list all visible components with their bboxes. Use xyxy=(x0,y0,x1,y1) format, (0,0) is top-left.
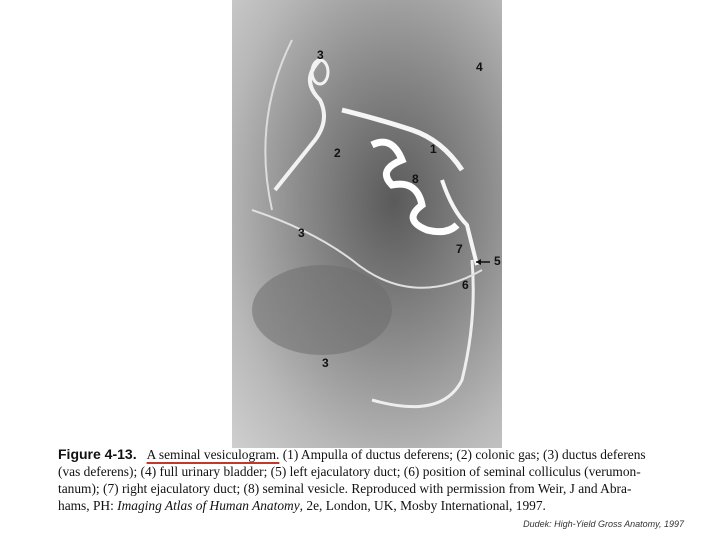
label-6: 6 xyxy=(462,278,469,292)
figure-caption xyxy=(58,446,686,514)
label-8: 8 xyxy=(412,172,419,186)
caption-line-2: (vas deferens); (4) full urinary bladder; (5) left ejaculatory duct; (6) position of seminal colliculus (verumon- xyxy=(58,464,641,479)
figure-label: Figure 4-13. xyxy=(58,446,137,462)
caption-title: A seminal vesiculogram. xyxy=(146,447,280,462)
caption-line-3: tanum); (7) right ejaculatory duct; (8) seminal vesicle. Reproduced with permission from Weir, J and Abra- xyxy=(58,481,632,496)
label-5: 5 xyxy=(494,254,501,268)
caption-line-4-b: , 2e, London, UK, Mosby International, 1997. xyxy=(299,498,546,513)
xray-image xyxy=(232,0,502,448)
label-3-mid: 3 xyxy=(298,226,305,240)
caption-line-4 xyxy=(58,497,686,514)
xray-structures xyxy=(232,0,502,448)
caption-line-1-rest: (1) Ampulla of ductus deferens; (2) colonic gas; (3) ductus deferens xyxy=(279,447,646,462)
caption-line-4-a: hams, PH: xyxy=(58,498,118,513)
label-4: 4 xyxy=(476,60,483,74)
caption-book-title: Imaging Atlas of Human Anatomy xyxy=(117,498,300,513)
label-7: 7 xyxy=(456,242,463,256)
label-2: 2 xyxy=(334,146,341,160)
label-3-bottom: 3 xyxy=(322,356,329,370)
caption-line-1 xyxy=(58,446,686,463)
label-3-top: 3 xyxy=(317,48,324,62)
label-1: 1 xyxy=(430,142,437,156)
source-credit: Dudek: High-Yield Gross Anatomy, 1997 xyxy=(523,519,684,529)
